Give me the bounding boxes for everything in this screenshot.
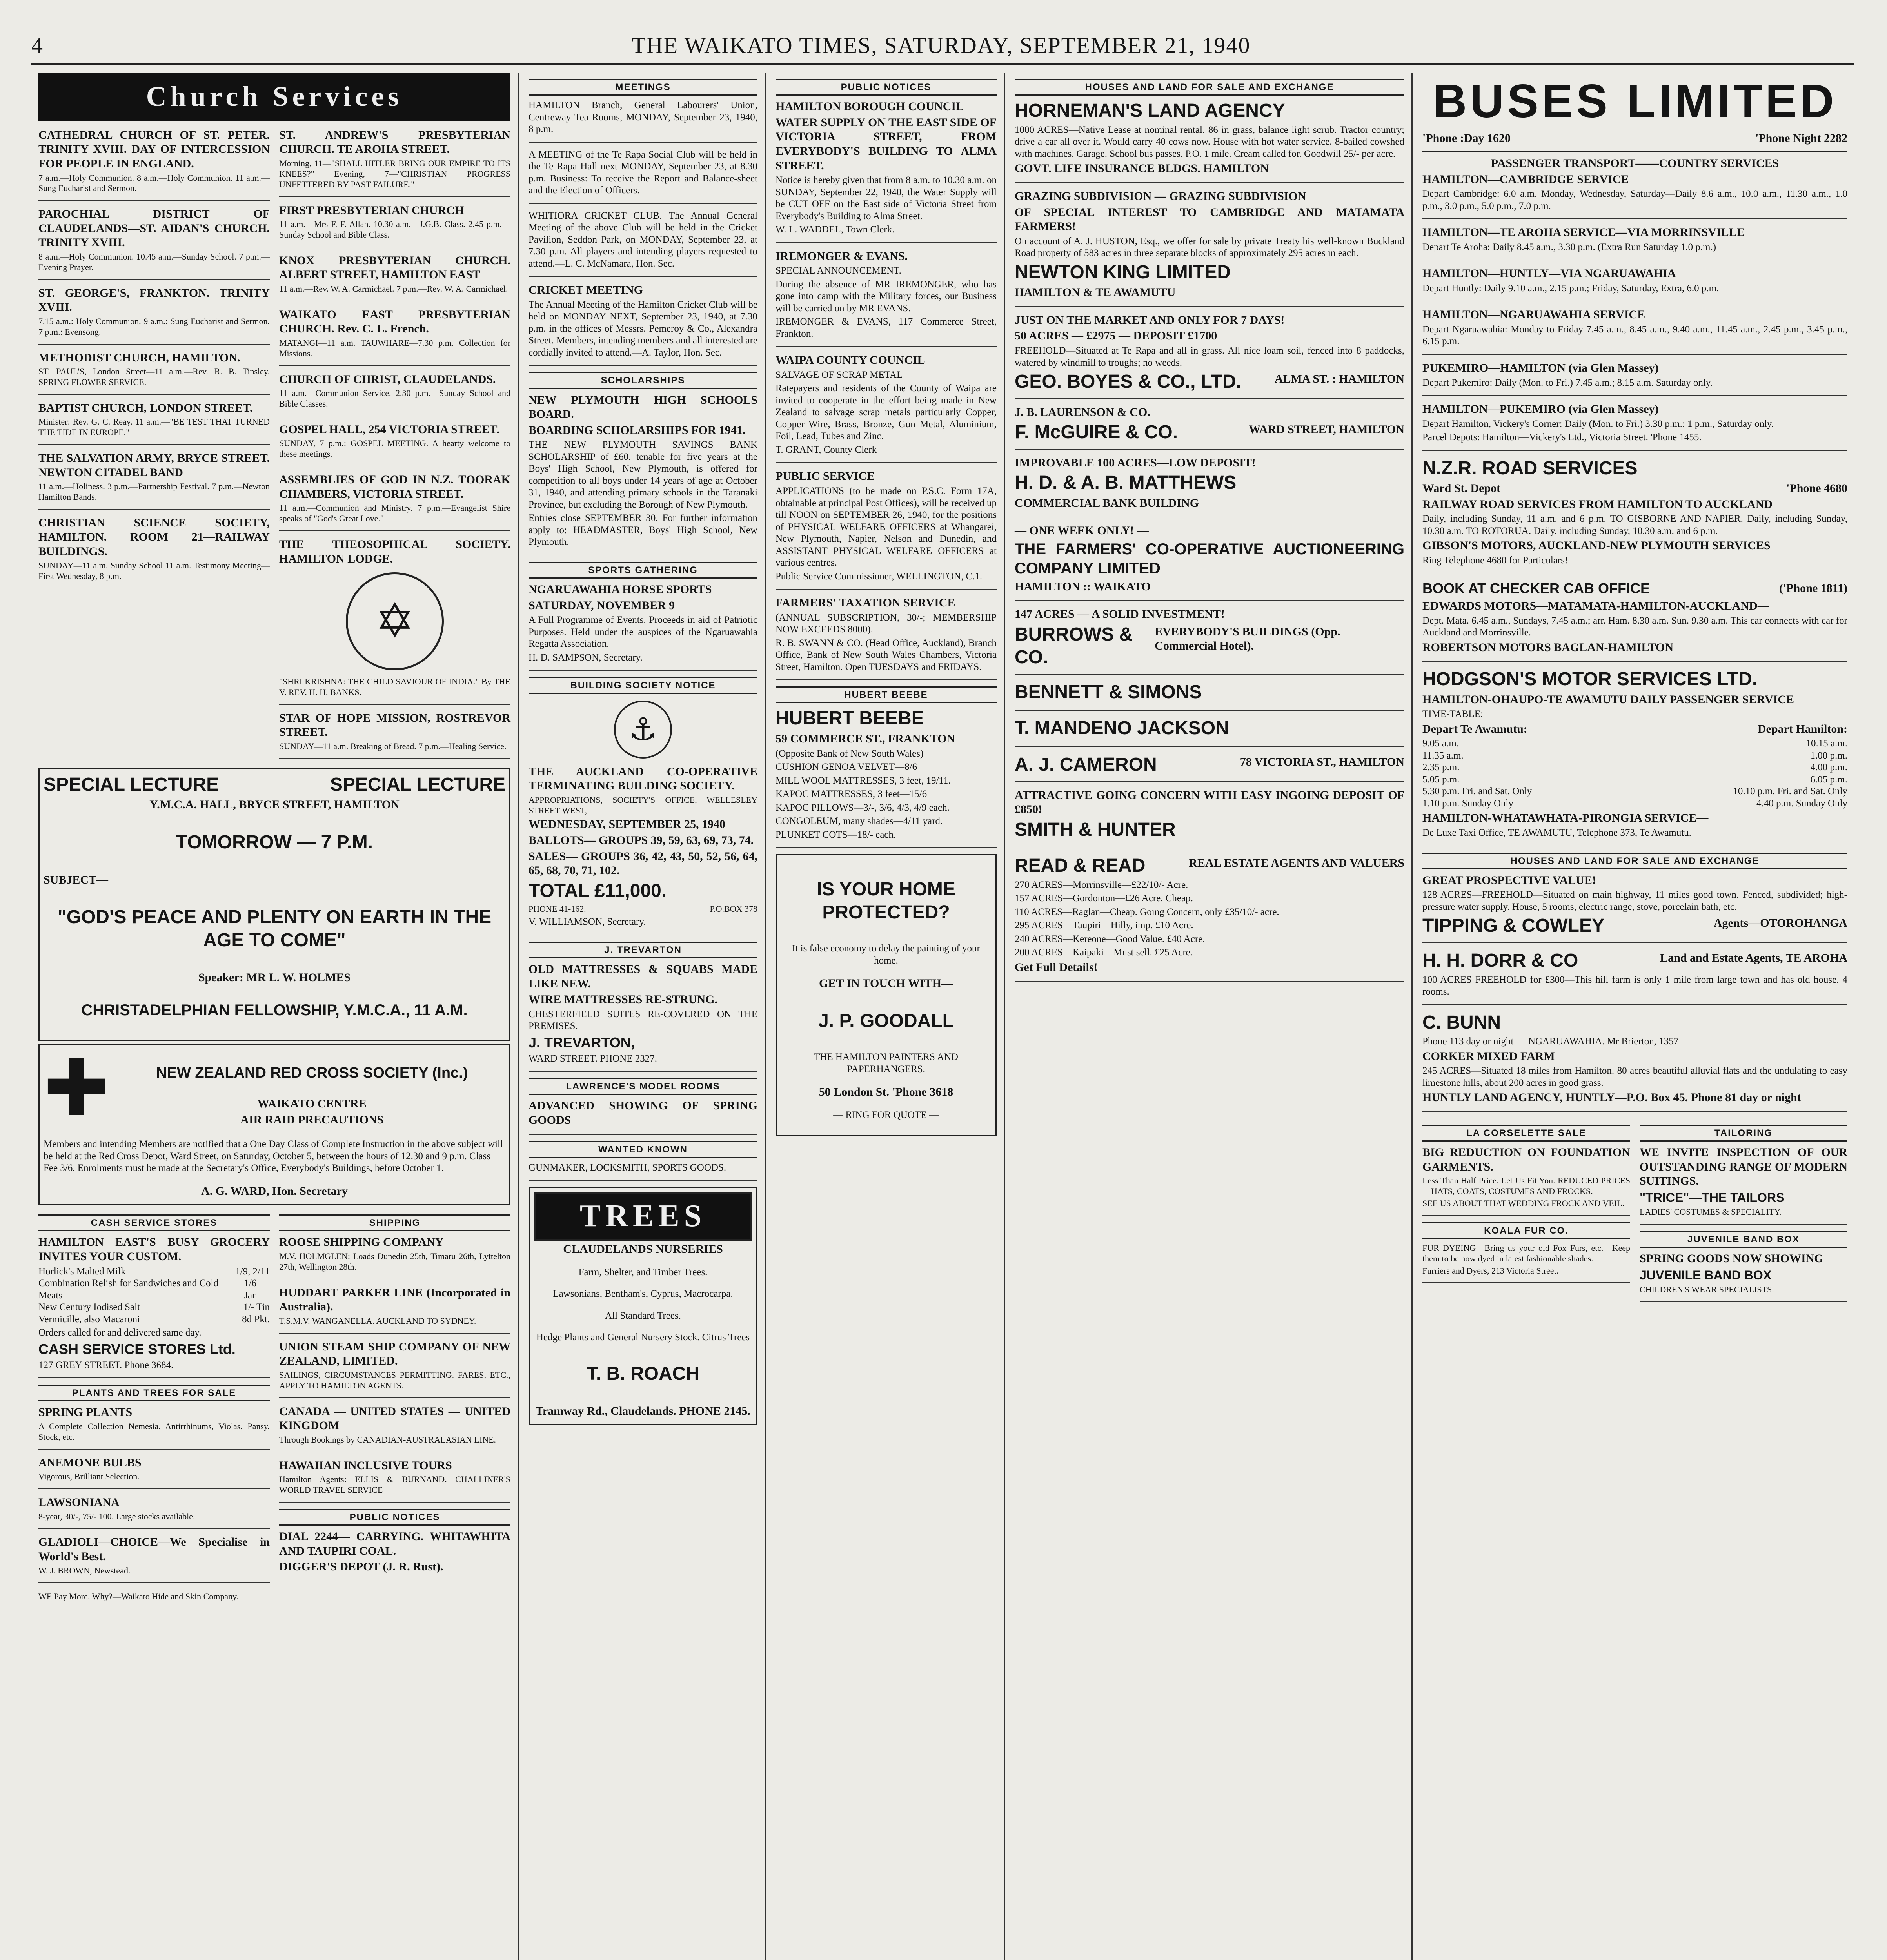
- baptist-ad: BAPTIST CHURCH, LONDON STREET. Minister: Rev. G. C. Reay. 11 a.m.—"BE TEST THAT TURNED THE TIDE IN EUROPE.": [38, 401, 270, 445]
- timetable-row: 5.30 p.m. Fri. and Sat. Only 10.10 p.m. Fri. and Sat. Only: [1422, 786, 1847, 797]
- buses-night-phone: 'Phone Night 2282: [1755, 132, 1847, 145]
- borough-council-ad: HAMILTON BOROUGH COUNCIL WATER SUPPLY ON THE EAST SIDE OF VICTORIA STREET, FROM EVERYBODY'S BUILDING TO ALMA STREET. Notice is hereby given that from 8 a.m. to 10.30 a.m. on SUNDAY, September 22, 1940, the Water Supply will be CUT OFF on the East side of Victoria Street from Everybody's Building to Alma Street. W. L. WADDEL, Town Clerk.: [776, 100, 997, 243]
- smith-hunter-ad: ATTRACTIVE GOING CONCERN WITH EASY INGOING DEPOSIT OF £850! SMITH & HUNTER: [1015, 788, 1404, 849]
- hodgson-ad: HODGSON'S MOTOR SERVICES LTD. HAMILTON-OHAUPO-TE AWAMUTU DAILY PASSENGER SERVICE TIME-TABLE: Depart Te Awamutu: Depart Hamilton: 9.05 a.m. 10.15 a.m. 11.35 a.m. 1.00 p.m. 2.35 p.m. 4.00 p.m. 5.05 p.m. 6.05 p.m. 5.30 p.m. Fri. and Sat. Only 10.10 p.m. Fri. and Sat. Only 1.10 p.m. Sunday Only 4.40 p.m. Sunday Only HAMILTON-WHATAWHATA-PIRONGIA SERVICE— De Luxe Taxi Office, TE AWAMUTU, Telephone 373, Te Awamutu.: [1422, 668, 1847, 846]
- meetings-section: MEETINGS: [529, 79, 757, 96]
- sports-section: SPORTS GATHERING: [529, 562, 757, 579]
- huddart-ad: HUDDART PARKER LINE (Incorporated in Australia). T.S.M.V. WANGANELLA. AUCKLAND TO SYDNEY.: [279, 1286, 510, 1334]
- page-title: THE WAIKATO TIMES, SATURDAY, SEPTEMBER 21, 1940: [632, 32, 1251, 58]
- hubert-beebe-ad: HUBERT BEEBE 59 COMMERCE ST., FRANKTON (Opposite Bank of New South Wales) CUSHION GENOA VELVET—8/6 MILL WOOL MATTRESSES, 3 feet, 19/11. KAPOC MATTRESSES, 3 feet—15/6 KAPOC PILLOWS—3/-, 3/6, 4/3, 4/9 each. CONGOLEUM, many shades—4/11 yard. PLUNKET COTS—18/- each.: [776, 707, 997, 848]
- christian-science-ad: CHRISTIAN SCIENCE SOCIETY, HAMILTON. ROOM 21—RAILWAY BUILDINGS. SUNDAY—11 a.m. Sunday School 11 a.m. Testimony Meeting—First Wednesday, 8 p.m.: [38, 516, 270, 588]
- scholarship-ad: NEW PLYMOUTH HIGH SCHOOLS BOARD. BOARDING SCHOLARSHIPS FOR 1941. THE NEW PLYMOUTH SAVINGS BANK SCHOLARSHIP of £60, tenable for five years at the Boys' High School, New Plymouth, is offered for competition to all boys under 14 years of age at October 31, 1940, and attending primary schools in the Taranaki Province, but excluding the Borough of New Plymouth. Entries close SEPTEMBER 30. For further information apply to: HEADMASTER, Boys' High School, New Plymouth.: [529, 393, 757, 555]
- trevarton-section: J. TREVARTON: [529, 942, 757, 958]
- juvenile-ad: SPRING GOODS NOW SHOWING JUVENILE BAND BOX CHILDREN'S WEAR SPECIALISTS.: [1640, 1252, 1847, 1302]
- nzr-ad: N.Z.R. ROAD SERVICES Ward St. Depot 'Phone 4680 RAILWAY ROAD SERVICES FROM HAMILTON TO AUCKLAND Daily, including Sunday, 11 a.m. and 6 p.m. TO GISBORNE AND NAPIER. Daily, including Sunday, 10.30 a.m. TO ROTORUA. Daily, including Sunday, 10.30 a.m. and 6 p.m. GIBSON'S MOTORS, AUCKLAND-NEW PLYMOUTH SERVICES Ring Telephone 4680 for Particulars!: [1422, 457, 1847, 574]
- timetable-row: 5.05 p.m. 6.05 p.m.: [1422, 774, 1847, 785]
- lawsoniana-ad: LAWSONIANA 8-year, 30/-, 75/- 100. Large stocks available.: [38, 1495, 270, 1529]
- bus-route: PUKEMIRO—HAMILTON (via Glen Massey) Depart Pukemiro: Daily (Mon. to Fri.) 7.45 a.m.; 8.15 a.m. Saturday only.: [1422, 361, 1847, 396]
- church-of-christ-ad: CHURCH OF CHRIST, CLAUDELANDS. 11 a.m.—Communion Service. 2.30 p.m.—Sunday School and Bible Classes.: [279, 372, 510, 416]
- labourers-ad: HAMILTON Branch, General Labourers' Union, Centreway Tea Rooms, MONDAY, September 23, 1940, 8 p.m.: [529, 100, 757, 143]
- fur-ad: FUR DYEING—Bring us your old Fox Furs, etc.—Keep them to be now dyed in latest fashionable shades. Furriers and Dyers, 213 Victoria Street.: [1422, 1243, 1630, 1283]
- theosophical-ad: THE THEOSOPHICAL SOCIETY. HAMILTON LODGE. ✡ "SHRI KRISHNA: THE CHILD SAVIOUR OF INDIA." By THE V. REV. H. H. BANKS.: [279, 537, 510, 705]
- juvenile-section: JUVENILE BAND BOX: [1640, 1231, 1847, 1248]
- cricket-ad: CRICKET MEETING The Annual Meeting of the Hamilton Cricket Club will be held on MONDAY NEXT, September 23, 1940, at 7.30 p.m. in the offices of Messrs. Pemeroy & Co., Alexandra Street. Members, intending members and all interested are cordially invited to attend.—A. Taylor, Hon. Sec.: [529, 283, 757, 366]
- farmers-taxation-ad: FARMERS' TAXATION SERVICE (ANNUAL SUBSCRIPTION, 30/-; MEMBERSHIP NOW EXCEEDS 8000). R. B. SWANN & CO. (Head Office, Auckland), Branch Office, Bank of New South Wales Chambers, Victoria Street, Hamilton. Open TUESDAYS and FRIDAYS.: [776, 596, 997, 680]
- land2-section: HOUSES AND LAND FOR SALE AND EXCHANGE: [1422, 853, 1847, 869]
- timetable-row: 9.05 a.m. 10.15 a.m.: [1422, 738, 1847, 749]
- waikato-east-ad: WAIKATO EAST PRESBYTERIAN CHURCH. Rev. C. L. French. MATANGI—11 a.m. TAUWHARE—7.30 p.m. Collection for Missions.: [279, 308, 510, 366]
- salvation-army-ad: THE SALVATION ARMY, BRYCE STREET. NEWTON CITADEL BAND 11 a.m.—Holiness. 3 p.m.—Partnership Festival. 7 p.m.—Newton Hamilton Bands.: [38, 451, 270, 510]
- hide-skin-ad: WE Pay More. Why?—Waikato Hide and Skin Company.: [38, 1592, 239, 1602]
- trees-ad: TREES CLAUDELANDS NURSERIES Farm, Shelter, and Timber Trees. Lawsonians, Bentham's, Cyprus, Macrocarpa. All Standard Trees. Hedge Plants and General Nursery Stock. Citrus Trees T. B. ROACH Tramway Rd., Claudelands. PHONE 2145.: [529, 1187, 757, 1425]
- transport-column: [1415, 73, 1854, 1960]
- timetable-row: 11.35 a.m. 1.00 p.m.: [1422, 750, 1847, 761]
- st-andrews-ad: ST. ANDREW'S PRESBYTERIAN CHURCH. TE AROHA STREET. Morning, 11—"SHALL HITLER BRING OUR EMPIRE TO ITS KNEES?" Evening, 7—"CHRISTIAN PROGRESS UNFETTERED BY PAST FAILURE.": [279, 128, 510, 197]
- church-services-banner: Church Services: [38, 73, 510, 121]
- tailoring-section: TAILORING: [1640, 1125, 1847, 1142]
- wanted-section: WANTED KNOWN: [529, 1141, 757, 1158]
- laurenson-ad: J. B. LAURENSON & CO. F. McGUIRE & CO. WARD STREET, HAMILTON: [1015, 405, 1404, 450]
- grazing-ad: GRAZING SUBDIVISION — GRAZING SUBDIVISION OF SPECIAL INTEREST TO CAMBRIDGE AND MATAMATA FARMERS! On account of A. J. HUSTON, Esq., we offer for sale by private Treaty his well-known Buckland Road property of 583 acres in three separate blocks of approximately 295 acres in each. NEWTON KING LIMITED HAMILTON & TE AWAMUTU: [1015, 189, 1404, 307]
- horneman-ad: HORNEMAN'S LAND AGENCY 1000 ACRES—Native Lease at nominal rental. 86 in grass, balance light scrub. Tractor country; drive a car all over it. Would carry 40 cows now. House with hot water service. 8-bailed cowshed with machines. Garage. School bus passes. P.O. 1 mile. Cream called for. Goodwill 25/- per acre. GOVT. LIFE INSURANCE BLDGS. HAMILTON: [1015, 100, 1404, 183]
- lawrences-ad: ADVANCED SHOWING OF SPRING GOODS: [529, 1099, 757, 1134]
- cash-stores-section: CASH SERVICE STORES: [38, 1214, 270, 1231]
- red-cross-ad: ✚ NEW ZEALAND RED CROSS SOCIETY (Inc.) WAIKATO CENTRE AIR RAID PRECAUTIONS Members and intending Members are notified that a One Day Class of Complete Instruction in the above subject will be held at the Red Cross Depot, Ward Street, on Saturday, October 5, between the hours of 12.30 and 9 p.m. Class Fee 3/6. Enrolments must be made at the Secretary's Office, Everybody's Buildings, before October 1. A. G. WARD, Hon. Secretary: [38, 1044, 510, 1205]
- hubert-section: HUBERT BEEBE: [776, 686, 997, 703]
- first-presbyterian-ad: FIRST PRESBYTERIAN CHURCH 11 a.m.—Mrs F. F. Allan. 10.30 a.m.—J.G.B. Class. 2.45 p.m.—Sunday School and Bible Class.: [279, 203, 510, 247]
- public-notices-section: PUBLIC NOTICES: [776, 79, 997, 96]
- scholarships-section: SCHOLARSHIPS: [529, 372, 757, 389]
- fur-section: KOALA FUR CO.: [1422, 1222, 1630, 1239]
- public-notices-small-section: PUBLIC NOTICES: [279, 1509, 510, 1526]
- iremonger-ad: IREMONGER & EVANS. SPECIAL ANNOUNCEMENT. During the absence of MR IREMONGER, who has gone into camp with the Military forces, our Business will be carried on by MR EVANS. IREMONGER & EVANS, 117 Commerce Street, Frankton.: [776, 249, 997, 347]
- bus-route: HAMILTON—HUNTLY—VIA NGARUAWAHIA Depart Huntly: Daily 9.10 a.m., 2.15 p.m.; Friday, Saturday, Extra, 6.0 p.m.: [1422, 267, 1847, 301]
- bus-route: HAMILTON—CAMBRIDGE SERVICE Depart Cambridge: 6.0 a.m. Monday, Wednesday, Saturday—Daily 8.6 a.m., 10.0 a.m., 11.30 a.m., 1.0 p.m., 3.0 p.m., 5.0 p.m., 7.0 p.m.: [1422, 172, 1847, 220]
- goodall-ad: IS YOUR HOME PROTECTED? It is false economy to delay the painting of your home. GET IN TOUCH WITH— J. P. GOODALL THE HAMILTON PAINTERS AND PAPERHANGERS. 50 London St. 'Phone 3618 — RING FOR QUOTE —: [776, 854, 997, 1136]
- land-section: HOUSES AND LAND FOR SALE AND EXCHANGE: [1015, 79, 1404, 96]
- burrows-ad: 147 ACRES — A SOLID INVESTMENT! BURROWS & CO. EVERYBODY'S BUILDINGS (Opp. Commercial Hotel).: [1015, 607, 1404, 675]
- tailoring-ad: WE INVITE INSPECTION OF OUR OUTSTANDING RANGE OF MODERN SUITINGS. "TRICE"—THE TAILORS LADIES' COSTUMES & SPECIALITY.: [1640, 1145, 1847, 1225]
- cameron-ad: A. J. CAMERON 78 VICTORIA ST., HAMILTON: [1015, 753, 1404, 782]
- meetings-column: [521, 73, 766, 1960]
- building-society-ad: ⚓ THE AUCKLAND CO-OPERATIVE TERMINATING BUILDING SOCIETY. APPROPRIATIONS, SOCIETY'S OFFICE, WELLESLEY STREET WEST, WEDNESDAY, SEPTEMBER 25, 1940 BALLOTS— GROUPS 39, 59, 63, 69, 73, 74. SALES— GROUPS 36, 42, 43, 50, 52, 56, 64, 65, 68, 70, 71, 102. TOTAL £11,000. PHONE 41-162. P.O.BOX 378 V. WILLIAMSON, Secretary.: [529, 701, 757, 935]
- bennett-simons-ad: BENNETT & SIMONS: [1015, 681, 1404, 711]
- cash-stores-ad: HAMILTON EAST'S BUSY GROCERY INVITES YOUR CUSTOM. Horlick's Malted Milk 1/9, 2/11 Combination Relish for Sandwiches and Cold Meats 1/6 Jar New Century Iodised Salt 1/- Tin Vermicille, also Macaroni 8d Pkt. Orders called for and delivered same day. CASH SERVICE STORES Ltd. 127 GREY STREET. Phone 3684.: [38, 1235, 270, 1378]
- bus-route: HAMILTON—NGARUAWAHIA SERVICE Depart Ngaruawahia: Monday to Friday 7.45 a.m., 8.45 a.m., 9.40 a.m., 11.45 a.m., 2.45 p.m., 3.45 p.m., 6.15 p.m.: [1422, 308, 1847, 355]
- timetable-row: 1.10 p.m. Sunday Only 4.40 p.m. Sunday Only: [1422, 798, 1847, 809]
- anchor-icon: ⚓: [614, 701, 672, 759]
- read-and-read-ad: READ & READ REAL ESTATE AGENTS AND VALUERS 270 ACRES—Morrinsville—£22/10/- Acre. 157 ACRES—Gordonton—£26 Acre. Cheap. 110 ACRES—Raglan—Cheap. Going Concern, only £35/10/- acre. 295 ACRES—Taupiri—Hilly, imp. £10 Acre. 240 ACRES—Kereone—Good Value. £40 Acre. 200 ACRES—Kaipaki—Must sell. £25 Acre. Get Full Details!: [1015, 855, 1404, 982]
- bus-route: HAMILTON—TE AROHA SERVICE—VIA MORRINSVILLE Depart Te Aroha: Daily 8.45 a.m., 3.30 p.m. (Extra Run Saturday 1.0 p.m.): [1422, 225, 1847, 260]
- dorr-ad: H. H. DORR & CO Land and Estate Agents, TE AROHA 100 ACRES FREEHOLD for £300—This hill farm is only 1 mile from large town and has old house, 4 rooms.: [1422, 949, 1847, 1005]
- matthews-ad: IMPROVABLE 100 ACRES—LOW DEPOSIT! H. D. & A. B. MATTHEWS COMMERCIAL BANK BUILDING: [1015, 456, 1404, 518]
- anemone-ad: ANEMONE BULBS Vigorous, Brilliant Selection.: [38, 1456, 270, 1489]
- te-rapa-ad: A MEETING of the Te Rapa Social Club will be held in the Te Rapa Hall next MONDAY, September 23, at 8.30 p.m. Business: To receive the Report and Balance-sheet and the Election of Officers.: [529, 149, 757, 204]
- assemblies-ad: ASSEMBLIES OF GOD IN N.Z. TOORAK CHAMBERS, VICTORIA STREET. 11 a.m.—Communion and Ministry. 7 p.m.—Evangelist Shire speaks of "God's Great Love.": [279, 473, 510, 531]
- spring-plants-ad: SPRING PLANTS A Complete Collection Nemesia, Antirrhinums, Violas, Pansy, Stock, etc.: [38, 1405, 270, 1449]
- buses-subtitle: PASSENGER TRANSPORT——COUNTRY SERVICES: [1491, 156, 1779, 170]
- union-ad: UNION STEAM SHIP COMPANY OF NEW ZEALAND, LIMITED. SAILINGS, CIRCUMSTANCES PERMITTING. FARES, ETC., APPLY TO HAMILTON AGENTS.: [279, 1340, 510, 1398]
- building-section: BUILDING SOCIETY NOTICE: [529, 677, 757, 694]
- hawaii-ad: HAWAIIAN INCLUSIVE TOURS Hamilton Agents: ELLIS & BURNAND. CHALLINER'S WORLD TRAVEL SERVICE: [279, 1459, 510, 1503]
- market-ad: JUST ON THE MARKET AND ONLY FOR 7 DAYS! 50 ACRES — £2975 — DEPOSIT £1700 FREEHOLD—Situated at Te Rapa and all in grass. All nice loam soil, fenced into 8 paddocks, watered by windmill to troughs; no weeds. GEO. BOYES & CO., LTD. ALMA ST. : HAMILTON: [1015, 313, 1404, 399]
- waipa-council-ad: WAIPA COUNTY COUNCIL SALVAGE OF SCRAP METAL Ratepayers and residents of the County of Waipa are invited to cooperate in the effort being made in New Zealand to salvage scrap metals particularly Copper, Copper Wire, Brass, Bronze, Gun Metal, Aluminium, Foil, Lead, Tubes and Zinc. T. GRANT, County Clerk: [776, 353, 997, 463]
- st-georges-ad: ST. GEORGE'S, FRANKTON. TRINITY XVIII. 7.15 a.m.: Holy Communion. 9 a.m.: Sung Eucharist and Sermon. 7 p.m.: Evensong.: [38, 286, 270, 345]
- roose-ad: ROOSE SHIPPING COMPANY M.V. HOLMGLEN: Loads Dunedin 25th, Timaru 26th, Lyttelton 27th, Wellington 28th.: [279, 1235, 510, 1279]
- timetable-row: 2.35 p.m. 4.00 p.m.: [1422, 762, 1847, 773]
- mattresses-ad: OLD MATTRESSES & SQUABS MADE LIKE NEW. WIRE MATTRESSES RE-STRUNG. CHESTERFIELD SUITES RE-COVERED ON THE PREMISES. J. TREVARTON, WARD STREET. PHONE 2327.: [529, 962, 757, 1072]
- church-services-column: [31, 73, 519, 1960]
- dial-ad: DIAL 2244— CARRYING. WHITAWHITA AND TAUPIRI COAL. DIGGER'S DEPOT (J. R. Rust).: [279, 1530, 510, 1581]
- plants-section: PLANTS AND TREES FOR SALE: [38, 1385, 270, 1401]
- lawrences-section: LAWRENCE'S MODEL ROOMS: [529, 1078, 757, 1095]
- corselette-ad: BIG REDUCTION ON FOUNDATION GARMENTS. Less Than Half Price. Let Us Fit You. REDUCED PRICES—HATS, COATS, COSTUMES AND FROCKS. SEE US ABOUT THAT WEDDING FROCK AND VEIL.: [1422, 1145, 1630, 1216]
- public-service-ad: PUBLIC SERVICE APPLICATIONS (to be made on P.S.C. Form 17A, obtainable at principal Post Offices), will be received up till NOON on SEPTEMBER 26, 1940, for the positions of PHYSICAL WELFARE OFFICERS at Whangarei, New Plymouth, Napier, Nelson and Dunedin, and ASSISTANT PHYSICAL WELFARE OFFICERS at various centres. Public Service Commissioner, WELLINGTON, C.1.: [776, 469, 997, 590]
- tipping-ad: GREAT PROSPECTIVE VALUE! 128 ACRES—FREEHOLD—Situated on main highway, 11 miles good town. Fenced, subdivided; high-pressure water supply. House, 5 rooms, electric range, stove, porcelain bath, etc. TIPPING & COWLEY Agents—OTOROHANGA: [1422, 873, 1847, 943]
- land-column: [1008, 73, 1413, 1960]
- buses-day-phone: 'Phone :Day 1620: [1422, 132, 1511, 145]
- shipping-section: SHIPPING: [279, 1214, 510, 1231]
- masthead: [31, 27, 1854, 65]
- farmers-coop-ad: — ONE WEEK ONLY! — THE FARMERS' CO-OPERATIVE AUCTIONEERING COMPANY LIMITED HAMILTON :: WAIKATO: [1015, 524, 1404, 601]
- public-notices-column: [768, 73, 1005, 1960]
- horse-sports-ad: NGARUAWAHIA HORSE SPORTS SATURDAY, NOVEMBER 9 A Full Programme of Events. Proceeds in aid of Patriotic Purposes. Held under the auspices of the Ngaruawahia Regatta Association. H. D. SAMPSON, Secretary.: [529, 583, 757, 671]
- corselette-section: LA CORSELETTE SALE: [1422, 1125, 1630, 1142]
- theosophical-seal-icon: ✡: [346, 572, 444, 670]
- whitiora-ad: WHITIORA CRICKET CLUB. The Annual General Meeting of the above Club will be held in the Cricket Pavilion, Seddon Park, on MONDAY, September 23, at 7.30 p.m. All players and intending players requested to attend.—L. C. McNamara, Hon. Sec.: [529, 210, 757, 277]
- claudelands-parish-ad: PAROCHIAL DISTRICT OF CLAUDELANDS—ST. AIDAN'S CHURCH. TRINITY XVIII. 8 a.m.—Holy Communion. 10.45 a.m.—Sunday School. 7 p.m.—Evening Prayer.: [38, 207, 270, 279]
- buses-title: BUSES LIMITED: [1433, 75, 1837, 127]
- mandeno-ad: T. MANDENO JACKSON: [1015, 717, 1404, 747]
- gladioli-ad: GLADIOLI—CHOICE—We Specialise in World's Best. W. J. BROWN, Newstead.: [38, 1535, 270, 1583]
- checker-cab-ad: BOOK AT CHECKER CAB OFFICE ('Phone 1811) EDWARDS MOTORS—MATAMATA-HAMILTON-AUCKLAND— Dept. Mata. 6.45 a.m., Sundays, 7.45 a.m.; arr. Ham. 8.30 a.m. Sun. 9.30 a.m. This car connects with car for Auckland and Morrinsville. ROBERTSON MOTORS BAGLAN-HAMILTON: [1422, 580, 1847, 662]
- canada-ad: CANADA — UNITED STATES — UNITED KINGDOM Through Bookings by CANADIAN-AUSTRALASIAN LINE.: [279, 1405, 510, 1452]
- gunmaker-ad: GUNMAKER, LOCKSMITH, SPORTS GOODS.: [529, 1162, 757, 1181]
- red-cross-icon: ✚: [44, 1042, 109, 1134]
- cathedral-ad: CATHEDRAL CHURCH OF ST. PETER. TRINITY XVIII. DAY OF INTERCESSION FOR PEOPLE IN ENGLAND. 7 a.m.—Holy Communion. 8 a.m.—Holy Communion. 11 a.m.—Sung Eucharist and Sermon.: [38, 128, 270, 201]
- gospel-hall-ad: GOSPEL HALL, 254 VICTORIA STREET. SUNDAY, 7 p.m.: GOSPEL MEETING. A hearty welcome to these meetings.: [279, 423, 510, 466]
- page-number: 4: [31, 32, 44, 58]
- special-lecture-ad: SPECIAL LECTURE SPECIAL LECTURE Y.M.C.A. HALL, BRYCE STREET, HAMILTON TOMORROW — 7 P.M. SUBJECT— "GOD'S PEACE AND PLENTY ON EARTH IN THE AGE TO COME" Speaker: MR L. W. HOLMES CHRISTADELPHIAN FELLOWSHIP, Y.M.C.A., 11 A.M.: [38, 768, 510, 1041]
- bus-route: HAMILTON—PUKEMIRO (via Glen Massey) Depart Hamilton, Vickery's Corner: Daily (Mon. to Fri.) 3.30 p.m.; 1 p.m., Saturday only. Parcel Depots: Hamilton—Vickery's Ltd., Victoria Street. 'Phone 1455.: [1422, 402, 1847, 451]
- methodist-ad: METHODIST CHURCH, HAMILTON. ST. PAUL'S, London Street—11 a.m.—Rev. R. B. Tinsley. SPRING FLOWER SERVICE.: [38, 351, 270, 395]
- star-of-hope-ad: STAR OF HOPE MISSION, ROSTREVOR STREET. SUNDAY—11 a.m. Breaking of Bread. 7 p.m.—Healing Service.: [279, 711, 510, 759]
- knox-ad: KNOX PRESBYTERIAN CHURCH. ALBERT STREET, HAMILTON EAST 11 a.m.—Rev. W. A. Carmichael. 7 p.m.—Rev. W. A. Carmichael.: [279, 254, 510, 301]
- bunn-ad: C. BUNN Phone 113 day or night — NGARUAWAHIA. Mr Brierton, 1357 CORKER MIXED FARM 245 ACRES—Situated 18 miles from Hamilton. 80 acres beautiful alluvial flats and the undulating to easy limestone hills, about 200 acres in good grass. HUNTLY LAND AGENCY, HUNTLY—P.O. Box 45. Phone 81 day or night: [1422, 1011, 1847, 1112]
